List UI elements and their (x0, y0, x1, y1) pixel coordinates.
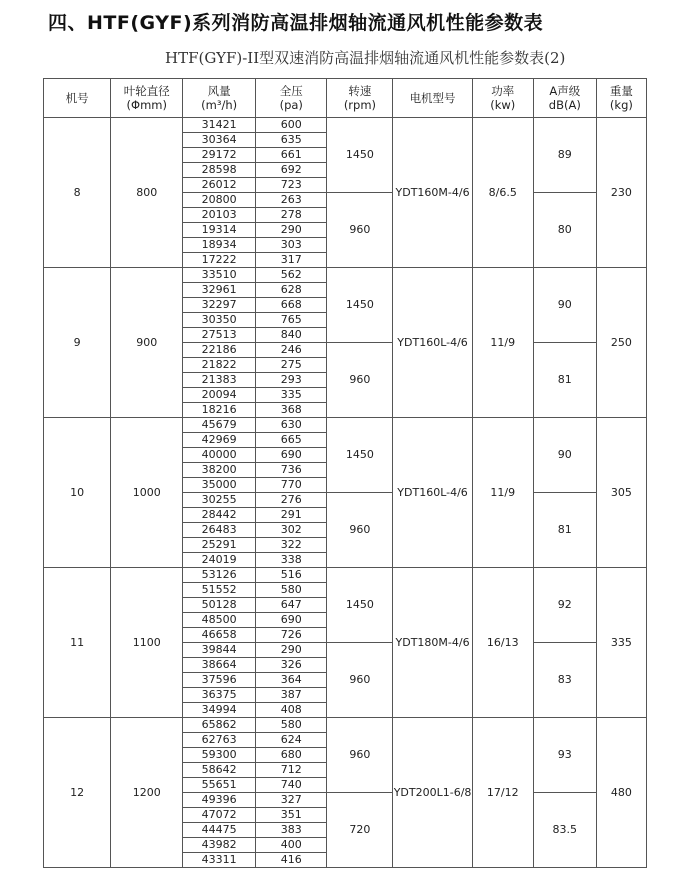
total-pressure: 628 (256, 283, 327, 298)
motor-model: YDT160L-4/6 (393, 418, 472, 568)
air-volume: 27513 (183, 328, 256, 343)
header-text: 风量 (207, 84, 231, 98)
header-weight (596, 79, 646, 118)
total-pressure: 690 (256, 613, 327, 628)
header-text: (pa) (279, 98, 303, 112)
motor-model: YDT160M-4/6 (393, 118, 472, 268)
total-pressure: 661 (256, 148, 327, 163)
air-volume: 42969 (183, 433, 256, 448)
air-volume: 47072 (183, 808, 256, 823)
air-volume: 20103 (183, 208, 256, 223)
total-pressure: 246 (256, 343, 327, 358)
air-volume: 58642 (183, 763, 256, 778)
header-text: 电机型号 (409, 91, 456, 105)
sound-level: 90 (533, 418, 596, 493)
total-pressure: 290 (256, 223, 327, 238)
header-text: (rpm) (343, 98, 377, 112)
air-volume: 38200 (183, 463, 256, 478)
header-text: 转速 (348, 84, 372, 98)
header-row (44, 79, 647, 118)
motor-model: YDT200L1-6/8 (393, 718, 472, 868)
speed: 960 (327, 643, 393, 718)
total-pressure: 668 (256, 298, 327, 313)
header-text: (kw) (490, 98, 516, 112)
total-pressure: 293 (256, 373, 327, 388)
speed: 1450 (327, 268, 393, 343)
total-pressure: 263 (256, 193, 327, 208)
speed: 1450 (327, 568, 393, 643)
header-sound-level (533, 79, 596, 118)
total-pressure: 840 (256, 328, 327, 343)
header-machine-no (44, 79, 111, 118)
sound-level: 89 (533, 118, 596, 193)
air-volume: 20800 (183, 193, 256, 208)
speed: 960 (327, 493, 393, 568)
air-volume: 30364 (183, 133, 256, 148)
air-volume: 22186 (183, 343, 256, 358)
air-volume: 21383 (183, 373, 256, 388)
header-text: 全压 (279, 84, 303, 98)
air-volume: 38664 (183, 658, 256, 673)
total-pressure: 635 (256, 133, 327, 148)
air-volume: 26012 (183, 178, 256, 193)
sound-level: 83.5 (533, 793, 596, 868)
total-pressure: 765 (256, 313, 327, 328)
air-volume: 28598 (183, 163, 256, 178)
speed: 960 (327, 343, 393, 418)
header-text: 重量 (609, 84, 633, 98)
air-volume: 53126 (183, 568, 256, 583)
air-volume: 55651 (183, 778, 256, 793)
header-air-volume (183, 79, 256, 118)
power: 11/9 (472, 268, 533, 418)
total-pressure: 680 (256, 748, 327, 763)
machine-no: 12 (44, 718, 111, 868)
total-pressure: 317 (256, 253, 327, 268)
total-pressure: 275 (256, 358, 327, 373)
total-pressure: 690 (256, 448, 327, 463)
total-pressure: 580 (256, 718, 327, 733)
total-pressure: 712 (256, 763, 327, 778)
sound-level: 92 (533, 568, 596, 643)
air-volume: 46658 (183, 628, 256, 643)
air-volume: 50128 (183, 598, 256, 613)
impeller-diameter: 1100 (111, 568, 183, 718)
total-pressure: 665 (256, 433, 327, 448)
total-pressure: 630 (256, 418, 327, 433)
total-pressure: 383 (256, 823, 327, 838)
total-pressure: 326 (256, 658, 327, 673)
total-pressure: 736 (256, 463, 327, 478)
impeller-diameter: 800 (111, 118, 183, 268)
air-volume: 48500 (183, 613, 256, 628)
header-text: 机号 (65, 91, 89, 105)
total-pressure: 600 (256, 118, 327, 133)
sound-level: 83 (533, 643, 596, 718)
total-pressure: 580 (256, 583, 327, 598)
table-caption: HTF(GYF)-II型双速消防高温排烟轴流通风机性能参数表(2) (165, 49, 566, 67)
total-pressure: 335 (256, 388, 327, 403)
page-title: 四、HTF(GYF)系列消防高温排烟轴流通风机性能参数表 (48, 12, 544, 34)
air-volume: 28442 (183, 508, 256, 523)
total-pressure: 290 (256, 643, 327, 658)
speed: 1450 (327, 118, 393, 193)
machine-no: 9 (44, 268, 111, 418)
sound-level: 80 (533, 193, 596, 268)
total-pressure: 302 (256, 523, 327, 538)
air-volume: 40000 (183, 448, 256, 463)
air-volume: 17222 (183, 253, 256, 268)
header-motor-model (393, 79, 472, 118)
weight: 230 (596, 118, 646, 268)
weight: 250 (596, 268, 646, 418)
power: 17/12 (472, 718, 533, 868)
sound-level: 81 (533, 343, 596, 418)
total-pressure: 338 (256, 553, 327, 568)
power: 11/9 (472, 418, 533, 568)
air-volume: 51552 (183, 583, 256, 598)
total-pressure: 562 (256, 268, 327, 283)
air-volume: 34994 (183, 703, 256, 718)
air-volume: 31421 (183, 118, 256, 133)
sound-level: 90 (533, 268, 596, 343)
total-pressure: 291 (256, 508, 327, 523)
total-pressure: 770 (256, 478, 327, 493)
motor-model: YDT160L-4/6 (393, 268, 472, 418)
air-volume: 49396 (183, 793, 256, 808)
air-volume: 18934 (183, 238, 256, 253)
header-power (472, 79, 533, 118)
total-pressure: 726 (256, 628, 327, 643)
air-volume: 32961 (183, 283, 256, 298)
air-volume: 59300 (183, 748, 256, 763)
speed: 960 (327, 718, 393, 793)
air-volume: 62763 (183, 733, 256, 748)
air-volume: 30350 (183, 313, 256, 328)
air-volume: 29172 (183, 148, 256, 163)
total-pressure: 322 (256, 538, 327, 553)
total-pressure: 351 (256, 808, 327, 823)
header-text: (Φmm) (126, 98, 167, 112)
total-pressure: 408 (256, 703, 327, 718)
machine-no: 10 (44, 418, 111, 568)
total-pressure: 303 (256, 238, 327, 253)
table-row (44, 118, 647, 133)
air-volume: 32297 (183, 298, 256, 313)
air-volume: 25291 (183, 538, 256, 553)
air-volume: 36375 (183, 688, 256, 703)
total-pressure: 364 (256, 673, 327, 688)
air-volume: 18216 (183, 403, 256, 418)
machine-no: 11 (44, 568, 111, 718)
total-pressure: 740 (256, 778, 327, 793)
table-row (44, 718, 647, 733)
header-text: dB(A) (548, 98, 581, 112)
air-volume: 43982 (183, 838, 256, 853)
header-text: A声级 (549, 84, 581, 98)
speed: 720 (327, 793, 393, 868)
air-volume: 35000 (183, 478, 256, 493)
total-pressure: 368 (256, 403, 327, 418)
total-pressure: 723 (256, 178, 327, 193)
header-text: (m³/h) (201, 98, 238, 112)
table-body (44, 118, 647, 868)
table-row (44, 568, 647, 583)
total-pressure: 387 (256, 688, 327, 703)
power: 16/13 (472, 568, 533, 718)
header-text: (kg) (609, 98, 633, 112)
total-pressure: 516 (256, 568, 327, 583)
header-speed (327, 79, 393, 118)
air-volume: 43311 (183, 853, 256, 868)
machine-no: 8 (44, 118, 111, 268)
table-row (44, 268, 647, 283)
air-volume: 30255 (183, 493, 256, 508)
air-volume: 21822 (183, 358, 256, 373)
weight: 305 (596, 418, 646, 568)
impeller-diameter: 900 (111, 268, 183, 418)
table-row (44, 418, 647, 433)
impeller-diameter: 1000 (111, 418, 183, 568)
weight: 335 (596, 568, 646, 718)
sound-level: 81 (533, 493, 596, 568)
total-pressure: 327 (256, 793, 327, 808)
air-volume: 19314 (183, 223, 256, 238)
impeller-diameter: 1200 (111, 718, 183, 868)
sound-level: 93 (533, 718, 596, 793)
air-volume: 20094 (183, 388, 256, 403)
total-pressure: 624 (256, 733, 327, 748)
total-pressure: 647 (256, 598, 327, 613)
air-volume: 24019 (183, 553, 256, 568)
header-impeller-diameter (111, 79, 183, 118)
air-volume: 26483 (183, 523, 256, 538)
air-volume: 37596 (183, 673, 256, 688)
total-pressure: 416 (256, 853, 327, 868)
air-volume: 39844 (183, 643, 256, 658)
motor-model: YDT180M-4/6 (393, 568, 472, 718)
total-pressure: 278 (256, 208, 327, 223)
total-pressure: 692 (256, 163, 327, 178)
weight: 480 (596, 718, 646, 868)
air-volume: 44475 (183, 823, 256, 838)
total-pressure: 400 (256, 838, 327, 853)
header-text: 叶轮直径 (123, 84, 170, 98)
total-pressure: 276 (256, 493, 327, 508)
header-total-pressure (256, 79, 327, 118)
speed: 1450 (327, 418, 393, 493)
air-volume: 65862 (183, 718, 256, 733)
air-volume: 33510 (183, 268, 256, 283)
performance-table (43, 78, 647, 868)
air-volume: 45679 (183, 418, 256, 433)
header-text: 功率 (491, 84, 515, 98)
power: 8/6.5 (472, 118, 533, 268)
speed: 960 (327, 193, 393, 268)
